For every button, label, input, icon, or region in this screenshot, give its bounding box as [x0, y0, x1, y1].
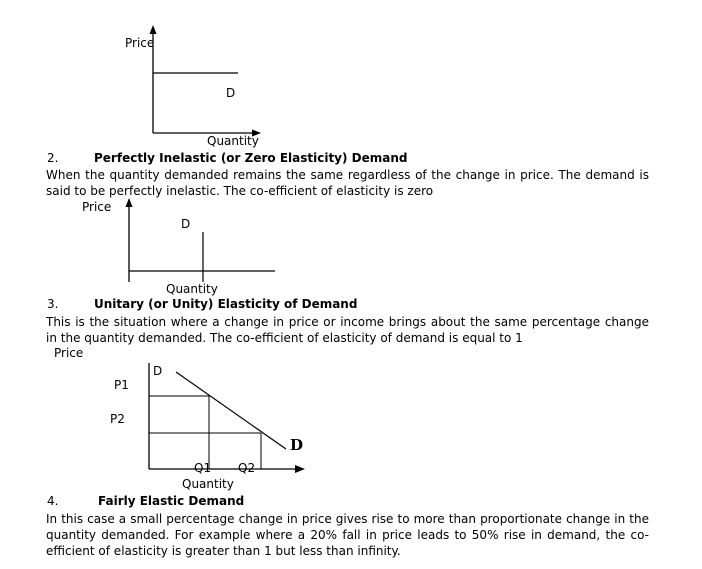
section2-heading: Perfectly Inelastic (or Zero Elasticity) Demand	[94, 151, 408, 165]
section4-paragraph: In this case a small percentage change in price gives rise to more than proportionate change in the quantity demanded. For example where a 20% fall in price leads to 50% rise in demand, the co-efficient of elasticity is greater than 1 but less than infinity.	[46, 512, 649, 558]
section3-number: 3.	[47, 297, 59, 311]
price-p2-label: P2	[110, 412, 125, 426]
diagram2-y-axis-label: Price	[82, 200, 112, 214]
section3-paragraph: This is the situation where a change in price or income brings about the same percentage change in the quantity demanded. The co-efficient of elasticity of demand is equal to 1	[46, 315, 649, 345]
diagram1-demand-label: D	[226, 86, 236, 100]
section3-heading: Unitary (or Unity) Elasticity of Demand	[94, 297, 358, 311]
quantity-q2-label: Q2	[238, 461, 256, 475]
diagram3-demand-label-top: D	[153, 364, 163, 378]
diagram1-x-axis-label: Quantity	[207, 134, 259, 148]
section4-heading: Fairly Elastic Demand	[98, 494, 245, 508]
diagram3-demand-label-end: D	[290, 436, 304, 454]
diagram1-y-axis-label: Price	[125, 36, 155, 50]
quantity-q1-label: Q1	[194, 461, 212, 475]
demand-curve	[176, 372, 286, 449]
section2-paragraph: When the quantity demanded remains the same regardless of the change in price. The demand is said to be perfectly inelastic. The co-efficient of elasticity is zero	[46, 168, 649, 198]
diagram3-x-axis-label: Quantity	[182, 477, 234, 491]
section4-number: 4.	[47, 494, 59, 508]
diagram2-demand-label: D	[181, 217, 191, 231]
diagram3-y-axis-label: Price	[54, 346, 84, 360]
price-p1-label: P1	[114, 378, 129, 392]
diagram2-x-axis-label: Quantity	[166, 282, 218, 296]
section2-number: 2.	[47, 151, 59, 165]
